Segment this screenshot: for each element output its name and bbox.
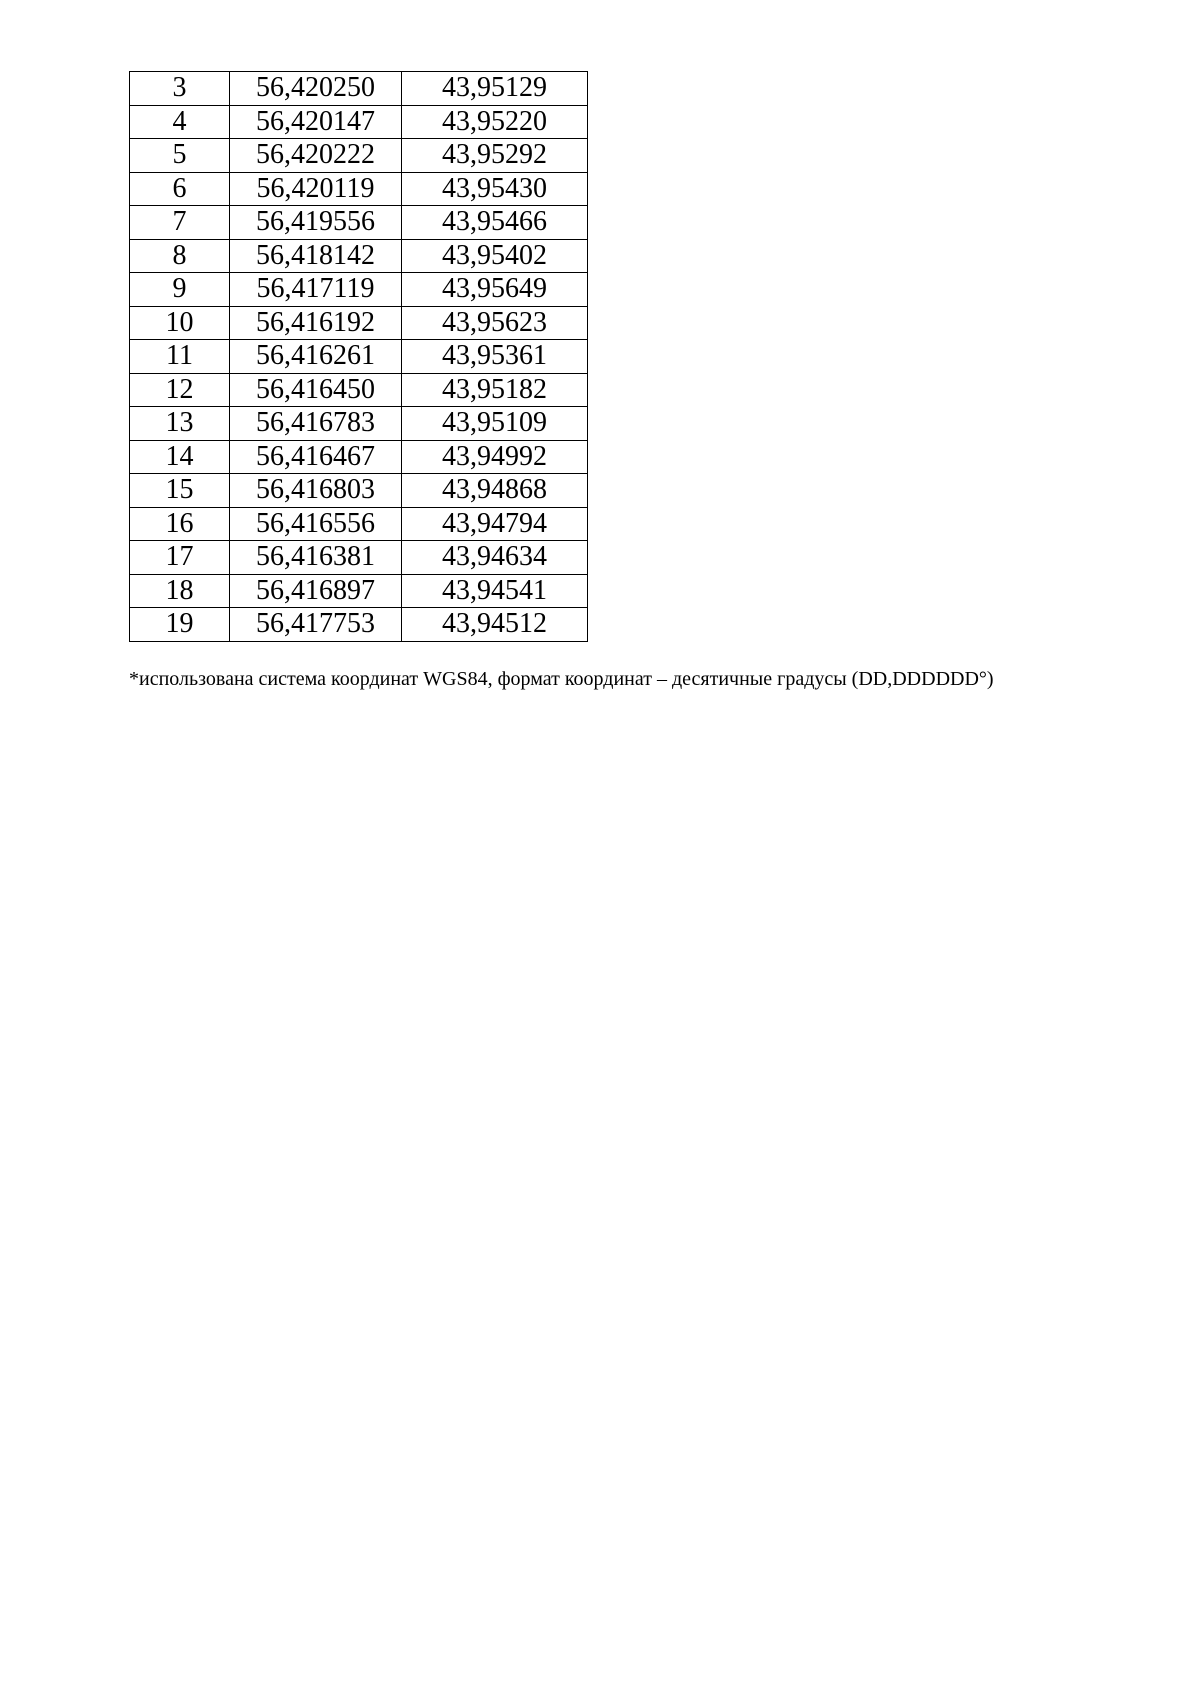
table-row	[130, 306, 588, 340]
table-row	[130, 139, 588, 173]
point-number-cell: 5	[130, 139, 230, 173]
latitude-cell: 56,417119	[230, 273, 402, 307]
latitude-cell: 56,416803	[230, 474, 402, 508]
table-row	[130, 407, 588, 441]
latitude-cell: 56,416450	[230, 373, 402, 407]
longitude-cell: 43,94512	[402, 608, 588, 642]
point-number-cell: 3	[130, 72, 230, 106]
point-number-cell: 6	[130, 172, 230, 206]
table-row	[130, 574, 588, 608]
point-number-cell: 7	[130, 206, 230, 240]
latitude-cell: 56,416192	[230, 306, 402, 340]
longitude-cell: 43,95361	[402, 340, 588, 374]
table-row	[130, 608, 588, 642]
coordinates-table	[129, 71, 588, 642]
point-number-cell: 18	[130, 574, 230, 608]
table-row	[130, 172, 588, 206]
table-row	[130, 541, 588, 575]
point-number-cell: 9	[130, 273, 230, 307]
point-number-cell: 12	[130, 373, 230, 407]
latitude-cell: 56,420222	[230, 139, 402, 173]
point-number-cell: 17	[130, 541, 230, 575]
latitude-cell: 56,416783	[230, 407, 402, 441]
latitude-cell: 56,419556	[230, 206, 402, 240]
latitude-cell: 56,416467	[230, 440, 402, 474]
table-row	[130, 206, 588, 240]
table-row	[130, 239, 588, 273]
longitude-cell: 43,95649	[402, 273, 588, 307]
point-number-cell: 13	[130, 407, 230, 441]
point-number-cell: 11	[130, 340, 230, 374]
table-row	[130, 340, 588, 374]
table-row	[130, 440, 588, 474]
latitude-cell: 56,416381	[230, 541, 402, 575]
table-row	[130, 507, 588, 541]
table-row	[130, 273, 588, 307]
longitude-cell: 43,95292	[402, 139, 588, 173]
longitude-cell: 43,94992	[402, 440, 588, 474]
table-row	[130, 105, 588, 139]
point-number-cell: 10	[130, 306, 230, 340]
longitude-cell: 43,95430	[402, 172, 588, 206]
longitude-cell: 43,95466	[402, 206, 588, 240]
longitude-cell: 43,94634	[402, 541, 588, 575]
longitude-cell: 43,94868	[402, 474, 588, 508]
longitude-cell: 43,95623	[402, 306, 588, 340]
latitude-cell: 56,420119	[230, 172, 402, 206]
point-number-cell: 15	[130, 474, 230, 508]
footnote: *использована система координат WGS84, формат координат – десятичные градусы (DD,DDDDDD°)	[129, 668, 994, 690]
longitude-cell: 43,95129	[402, 72, 588, 106]
point-number-cell: 14	[130, 440, 230, 474]
table-row	[130, 373, 588, 407]
longitude-cell: 43,95182	[402, 373, 588, 407]
longitude-cell: 43,95109	[402, 407, 588, 441]
latitude-cell: 56,416556	[230, 507, 402, 541]
point-number-cell: 4	[130, 105, 230, 139]
point-number-cell: 16	[130, 507, 230, 541]
latitude-cell: 56,420250	[230, 72, 402, 106]
latitude-cell: 56,420147	[230, 105, 402, 139]
longitude-cell: 43,95402	[402, 239, 588, 273]
longitude-cell: 43,95220	[402, 105, 588, 139]
latitude-cell: 56,416261	[230, 340, 402, 374]
latitude-cell: 56,418142	[230, 239, 402, 273]
longitude-cell: 43,94794	[402, 507, 588, 541]
longitude-cell: 43,94541	[402, 574, 588, 608]
point-number-cell: 8	[130, 239, 230, 273]
table-row	[130, 474, 588, 508]
coordinates-table-body	[130, 72, 588, 642]
latitude-cell: 56,416897	[230, 574, 402, 608]
latitude-cell: 56,417753	[230, 608, 402, 642]
table-row	[130, 72, 588, 106]
point-number-cell: 19	[130, 608, 230, 642]
